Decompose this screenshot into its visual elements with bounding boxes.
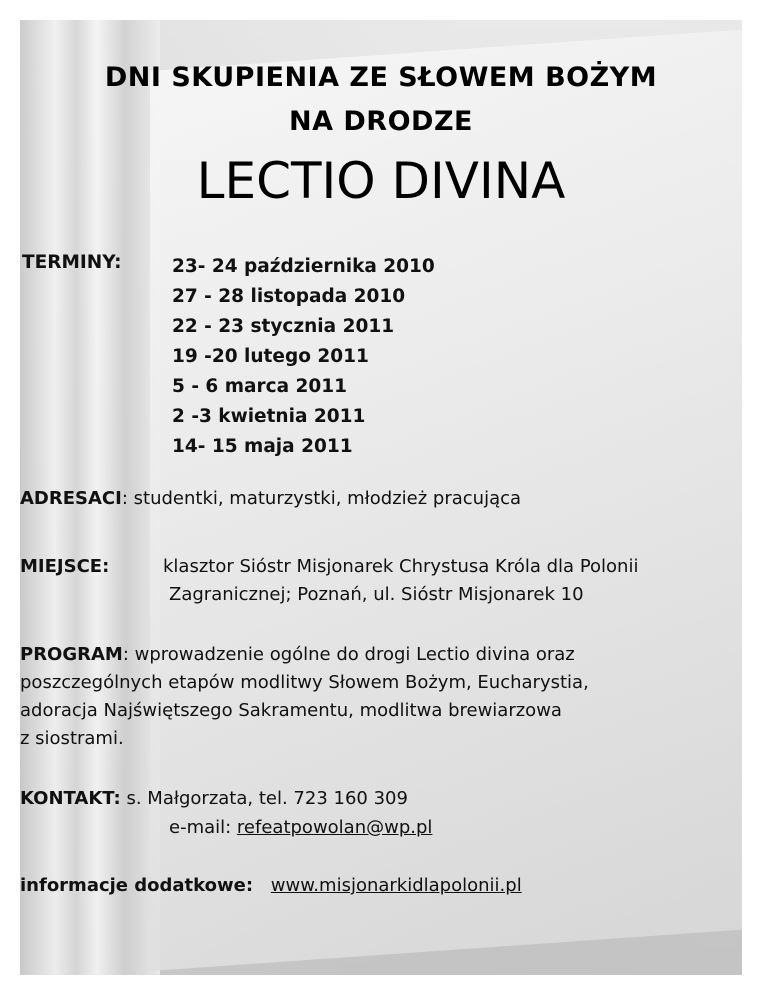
recipients-label: ADRESACI — [20, 488, 122, 509]
program-line-1: : wprowadzenie ogólne do drogi Lectio divina oraz — [122, 644, 575, 665]
date-item: 14- 15 maja 2011 — [172, 436, 353, 457]
header-line-1: DNI SKUPIENIA ZE SŁOWEM BOŻYM — [104, 62, 658, 93]
date-item: 23- 24 października 2010 — [172, 256, 435, 277]
email-link[interactable]: refeatpowolan@wp.pl — [236, 817, 433, 838]
program-label: PROGRAM — [20, 644, 123, 665]
contact-email-row — [169, 817, 432, 838]
contact-label: KONTAKT: — [20, 788, 121, 809]
terms-dates — [172, 252, 435, 462]
date-item: 22 - 23 stycznia 2011 — [172, 316, 395, 337]
extra-info-row — [20, 875, 522, 896]
extra-info-label: informacje dodatkowe: — [20, 875, 254, 896]
header-line-2: NA DRODZE — [289, 106, 473, 137]
recipients-row — [20, 488, 521, 509]
poster-content — [20, 20, 742, 975]
program-line-4: z siostrami. — [20, 728, 124, 749]
page-title: LECTIO DIVINA — [196, 152, 566, 210]
poster — [20, 20, 742, 975]
place-line-2: Zagranicznej; Poznań, ul. Sióstr Misjonarek 10 — [169, 584, 584, 605]
recipients-text: : studentki, maturzystki, młodzież pracująca — [121, 488, 522, 509]
contact-line-1: s. Małgorzata, tel. 723 160 309 — [120, 788, 408, 809]
date-item: 2 -3 kwietnia 2011 — [172, 406, 366, 427]
date-item: 5 - 6 marca 2011 — [172, 376, 348, 397]
program-row-1 — [20, 644, 575, 665]
program-line-2: poszczególnych etapów modlitwy Słowem Bożym, Eucharystia, — [20, 672, 589, 693]
date-item: 27 - 28 listopada 2010 — [172, 286, 406, 307]
place-line-1: klasztor Sióstr Misjonarek Chrystusa Króla dla Polonii — [163, 556, 639, 577]
date-item: 19 -20 lutego 2011 — [172, 346, 369, 367]
program-line-3: adoracja Najświętszego Sakramentu, modlitwa brewiarzowa — [20, 700, 562, 721]
terms-label: TERMINY: — [22, 252, 122, 273]
contact-row — [20, 788, 408, 809]
website-link[interactable]: www.misjonarkidlapolonii.pl — [270, 875, 522, 896]
place-label: MIEJSCE: — [20, 556, 110, 577]
email-label: e-mail: — [169, 817, 237, 838]
